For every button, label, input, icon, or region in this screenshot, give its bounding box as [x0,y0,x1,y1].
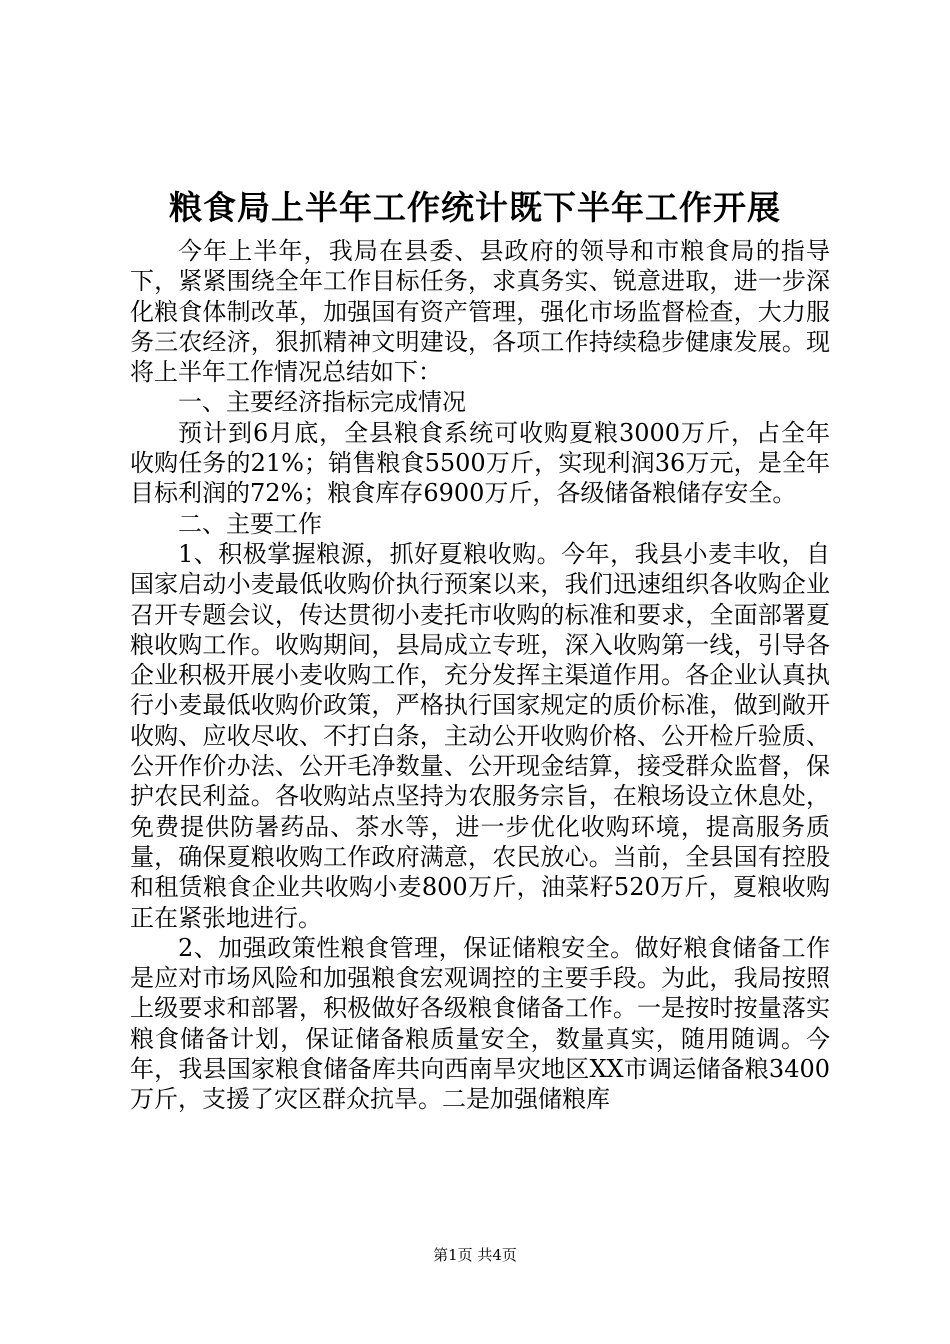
page-footer: 第1页 共4页 [433,1246,517,1264]
document-body [130,236,830,1115]
paragraph-indicators: 预计到6月底，全县粮食系统可收购夏粮3000万斤，占全年收购任务的21%；销售粮食5500万斤，实现利润36万元，是全年目标利润的72%；粮食库存6900万斤，各级储备粮储存安全。 [130,418,830,508]
document-title: 粮食局上半年工作统计既下半年工作开展 [169,188,781,227]
paragraph-intro: 今年上半年，我局在县委、县政府的领导和市粮食局的指导下，紧紧围绕全年工作目标任务，求真务实、锐意进取，进一步深化粮食体制改革，加强国有资产管理，强化市场监督检查，大力服务三农经济，狠抓精神文明建设，各项工作持续稳步健康发展。现将上半年工作情况总结如下： [130,237,830,387]
section-heading-2: 二、主要工作 [178,509,322,538]
paragraph-work-1: 1、积极掌握粮源，抓好夏粮收购。今年，我县小麦丰收，自国家启动小麦最低收购价执行预案以来，我们迅速组织各收购企业召开专题会议，传达贯彻小麦托市收购的标准和要求，全面部署夏粮收购工作。收购期间，县局成立专班，深入收购第一线，引导各企业积极开展小麦收购工作，充分发挥主渠道作用。各企业认真执行小麦最低收购价政策，严格执行国家规定的质价标准，做到敞开收购、应收尽收、不打白条，主动公开收购价格、公开检斤验质、公开作价办法、公开毛净数量、公开现金结算，接受群众监督，保护农民利益。各收购站点坚持为农服务宗旨，在粮场设立休息处，免费提供防暑药品、茶水等，进一步优化收购环境，提高服务质量，确保夏粮收购工作政府满意，农民放心。当前，全县国有控股和租赁粮食企业共收购小麦800万斤，油菜籽520万斤，夏粮收购正在紧张地进行。 [130,539,830,932]
paragraph-work-2: 2、加强政策性粮食管理，保证储粮安全。做好粮食储备工作是应对市场风险和加强粮食宏观调控的主要手段。为此，我局按照上级要求和部署，积极做好各级粮食储备工作。一是按时按量落实粮食储备计划，保证储备粮质量安全，数量真实，随用随调。今年，我县国家粮食储备库共向西南旱灾地区XX市调运储备粮3400万斤，支援了灾区群众抗旱。二是加强储粮库 [130,933,830,1114]
section-heading-1: 一、主要经济指标完成情况 [178,388,466,417]
